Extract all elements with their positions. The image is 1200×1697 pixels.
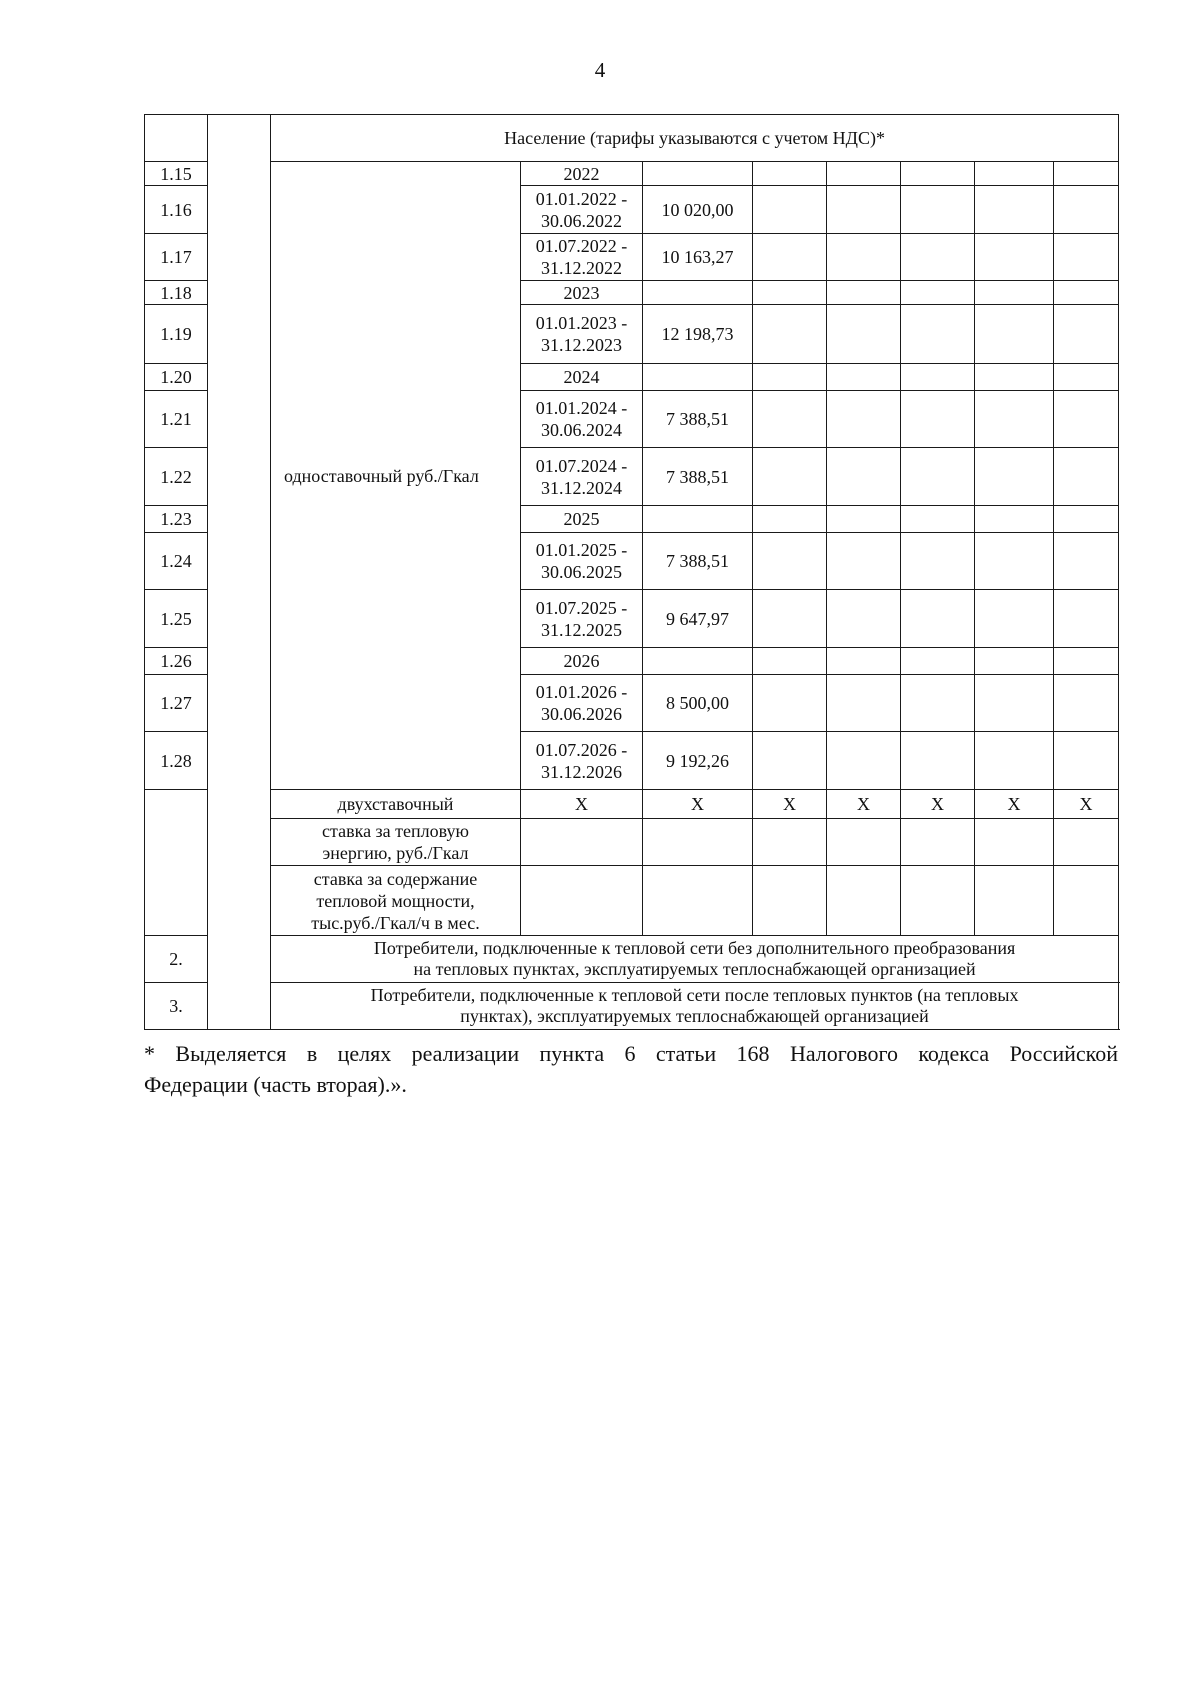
period-range: 01.01.2022 - 30.06.2022 xyxy=(521,186,643,234)
tariff-value: 10 163,27 xyxy=(643,234,753,281)
heat-rate-label: ставка за тепловую энергию, руб./Гкал xyxy=(271,819,521,866)
period-year: 2025 xyxy=(521,506,643,533)
footnote xyxy=(144,1038,1118,1100)
row-number: 1.22 xyxy=(145,448,208,506)
x-mark: Х xyxy=(643,790,753,819)
period-range: 01.07.2025 - 31.12.2025 xyxy=(521,590,643,648)
x-mark: Х xyxy=(753,790,827,819)
row-number: 1.24 xyxy=(145,533,208,590)
period-year: 2024 xyxy=(521,364,643,391)
one-rate-label: одноставочный руб./Гкал xyxy=(271,162,521,790)
tariff-value: 7 388,51 xyxy=(643,533,753,590)
tariff-table xyxy=(144,114,1119,1030)
period-range: 01.01.2024 - 30.06.2024 xyxy=(521,391,643,448)
period-range: 01.07.2026 - 31.12.2026 xyxy=(521,732,643,790)
table-row xyxy=(145,936,1119,983)
row-number: 1.25 xyxy=(145,590,208,648)
period-range: 01.01.2023 - 31.12.2023 xyxy=(521,305,643,364)
period-year: 2023 xyxy=(521,281,643,305)
row-number: 3. xyxy=(145,983,208,1030)
table-row xyxy=(145,983,1119,1030)
tariff-value: 10 020,00 xyxy=(643,186,753,234)
tariff-value: 12 198,73 xyxy=(643,305,753,364)
tariff-value: 8 500,00 xyxy=(643,675,753,732)
row-number: 1.28 xyxy=(145,732,208,790)
table-row xyxy=(145,162,1119,186)
two-rate-label: двухставочный xyxy=(271,790,521,819)
row-number: 2. xyxy=(145,936,208,983)
x-mark: Х xyxy=(521,790,643,819)
section-3-title: Потребители, подключенные к тепловой сети после тепловых пунктов (на тепловых пунктах), эксплуатируемых теплоснабжающей организацией xyxy=(271,983,1119,1030)
table-row xyxy=(145,790,1119,819)
table-row xyxy=(145,866,1119,936)
tariff-value: 7 388,51 xyxy=(643,391,753,448)
row-number: 1.26 xyxy=(145,648,208,675)
tariff-value: 9 647,97 xyxy=(643,590,753,648)
row-number: 1.19 xyxy=(145,305,208,364)
footnote-line-1: * Выделяется в целях реализации пункта 6 статьи 168 Налогового кодекса Российской xyxy=(144,1041,1118,1066)
row-number: 1.27 xyxy=(145,675,208,732)
row-number: 1.15 xyxy=(145,162,208,186)
x-mark: Х xyxy=(975,790,1054,819)
footnote-line-2: Федерации (часть вторая).». xyxy=(144,1072,407,1097)
x-mark: Х xyxy=(901,790,975,819)
period-range: 01.07.2022 - 31.12.2022 xyxy=(521,234,643,281)
capacity-rate-label: ставка за содержание тепловой мощности, тыс.руб./Гкал/ч в мес. xyxy=(271,866,521,936)
row-number: 1.17 xyxy=(145,234,208,281)
section-header: Население (тарифы указываются с учетом НДС)* xyxy=(271,115,1119,162)
row-number: 1.23 xyxy=(145,506,208,533)
row-number: 1.20 xyxy=(145,364,208,391)
x-mark: Х xyxy=(827,790,901,819)
row-number: 1.18 xyxy=(145,281,208,305)
period-range: 01.01.2025 - 30.06.2025 xyxy=(521,533,643,590)
period-year: 2026 xyxy=(521,648,643,675)
table-row xyxy=(145,819,1119,866)
table-row xyxy=(145,115,1119,162)
section-2-title: Потребители, подключенные к тепловой сети без дополнительного преобразования на тепловых пунктах, эксплуатируемых теплоснабжающей организацией xyxy=(271,936,1119,983)
tariff-value: 7 388,51 xyxy=(643,448,753,506)
x-mark: Х xyxy=(1054,790,1119,819)
row-number: 1.16 xyxy=(145,186,208,234)
tariff-value: 9 192,26 xyxy=(643,732,753,790)
row-number: 1.21 xyxy=(145,391,208,448)
period-range: 01.01.2026 - 30.06.2026 xyxy=(521,675,643,732)
period-year: 2022 xyxy=(521,162,643,186)
period-range: 01.07.2024 - 31.12.2024 xyxy=(521,448,643,506)
page-number: 4 xyxy=(594,58,606,82)
